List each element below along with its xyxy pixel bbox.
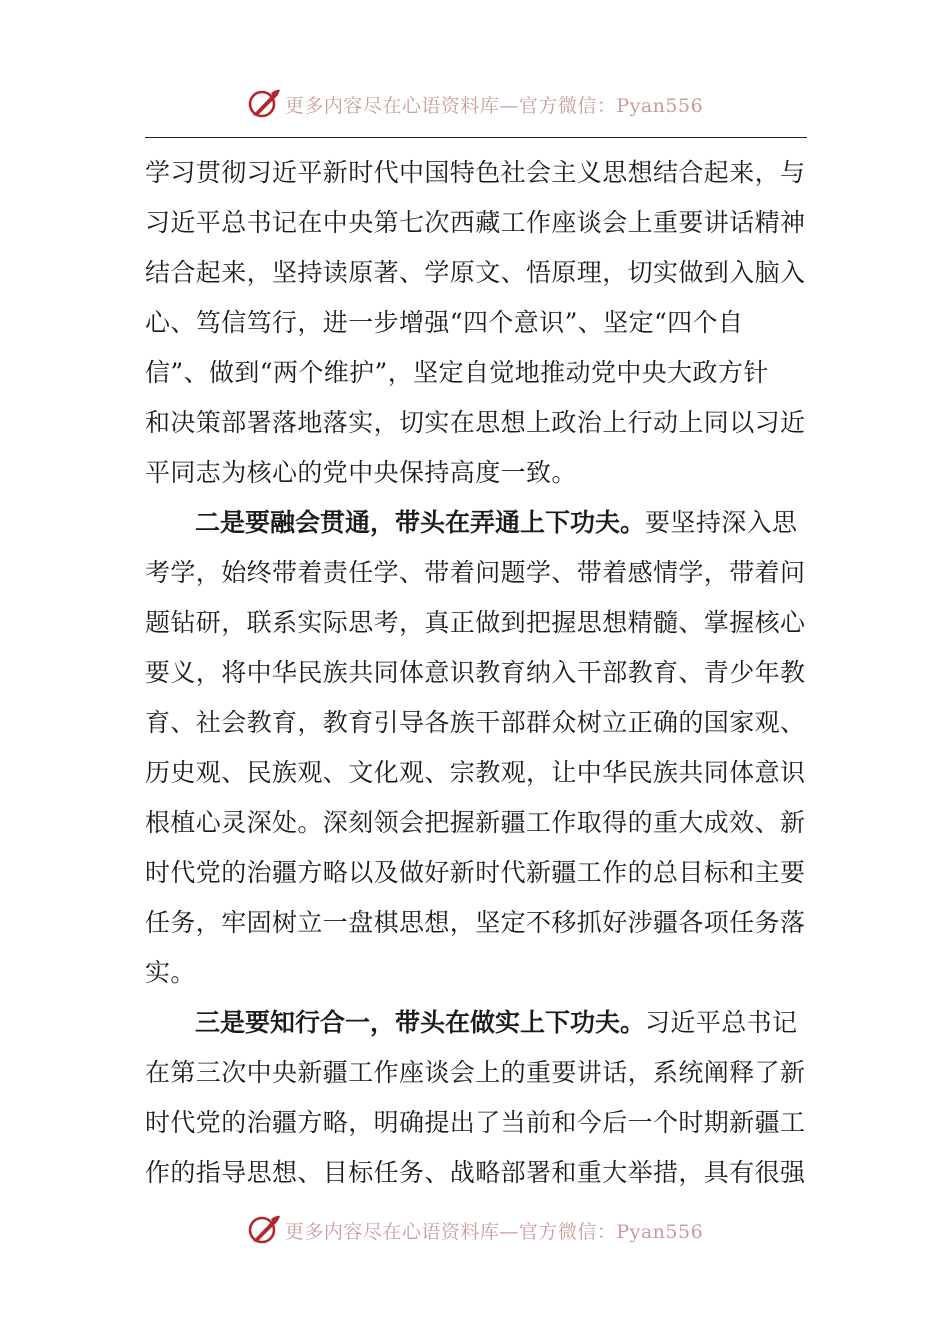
paragraph-heading: 三是要知行合一，带头在做实上下功夫。 — [195, 1008, 646, 1037]
text-run: 习近平总书记 — [645, 1008, 798, 1037]
paragraph-1 — [145, 148, 809, 498]
text-line: 实。 — [145, 958, 196, 987]
footer-banner — [0, 1210, 950, 1250]
text-line: 根植心灵深处。深刻领会把握新疆工作取得的重大成效、新 — [145, 808, 806, 837]
text-line: 习近平总书记在中央第七次西藏工作座谈会上重要讲话精神 — [145, 208, 806, 237]
text-line: 时代党的治疆方略以及做好新时代新疆工作的总目标和主要 — [145, 858, 806, 887]
paragraph-3 — [145, 998, 809, 1198]
text-line: 学习贯彻习近平新时代中国特色社会主义思想结合起来，与 — [145, 158, 806, 187]
paragraph-first-line — [145, 998, 809, 1048]
document-body — [145, 148, 809, 1198]
header-banner-text: 更多内容尽在心语资料库—官方微信：Pyan556 — [284, 94, 704, 117]
text-line: 考学，始终带着责任学、带着问题学、带着感情学，带着问 — [145, 558, 806, 587]
text-line: 题钻研，联系实际思考，真正做到把握思想精髓、掌握核心 — [145, 608, 806, 637]
text-line: 信”、做到“两个维护”，坚定自觉地推动党中央大政方针 — [145, 358, 769, 387]
paragraph-heading: 二是要融会贯通，带头在弄通上下功夫。 — [195, 508, 646, 537]
text-line: 平同志为核心的党中央保持高度一致。 — [145, 458, 577, 487]
text-line: 作的指导思想、目标任务、战略部署和重大举措，具有很强 — [145, 1158, 806, 1187]
text-line: 心、笃信笃行，进一步增强“四个意识”、坚定“四个自 — [145, 308, 744, 337]
text-line: 和决策部署落地落实，切实在思想上政治上行动上同以习近 — [145, 408, 806, 437]
text-line: 任务，牢固树立一盘棋思想，坚定不移抓好涉疆各项任务落 — [145, 908, 806, 937]
text-line: 在第三次中央新疆工作座谈会上的重要讲话，系统阐释了新 — [145, 1058, 806, 1087]
paragraph-2 — [145, 498, 809, 998]
text-line: 结合起来，坚持读原著、学原文、悟原理，切实做到入脑入 — [145, 258, 806, 287]
header-banner — [0, 84, 950, 124]
quill-logo-icon — [247, 87, 281, 121]
text-line: 历史观、民族观、文化观、宗教观，让中华民族共同体意识 — [145, 758, 806, 787]
text-run: 要坚持深入思 — [645, 508, 798, 537]
header-divider — [145, 137, 807, 138]
text-line: 育、社会教育，教育引导各族干部群众树立正确的国家观、 — [145, 708, 806, 737]
footer-banner-text: 更多内容尽在心语资料库—官方微信：Pyan556 — [284, 1220, 704, 1243]
text-line: 要义，将中华民族共同体意识教育纳入干部教育、青少年教 — [145, 658, 806, 687]
quill-logo-icon — [247, 1213, 281, 1247]
text-line: 时代党的治疆方略，明确提出了当前和今后一个时期新疆工 — [145, 1108, 806, 1137]
paragraph-first-line — [145, 498, 809, 548]
